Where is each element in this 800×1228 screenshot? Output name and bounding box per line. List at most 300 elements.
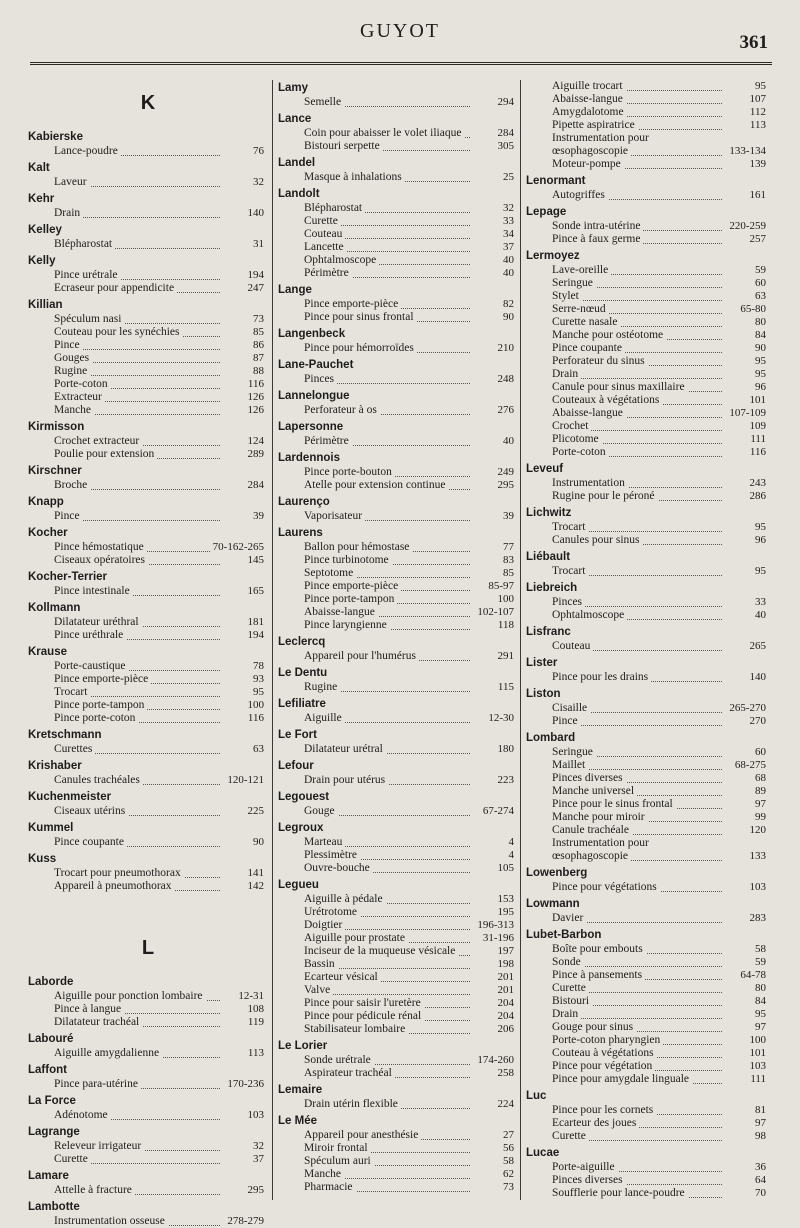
page-reference: 32	[253, 1140, 264, 1152]
page-reference: 265	[749, 640, 766, 652]
page-reference: 90	[755, 342, 766, 354]
instrument-row	[278, 997, 518, 1010]
instrument-label: Pince coupante	[54, 836, 127, 848]
instrument-label: Appareil à pneumothorax	[54, 880, 175, 892]
instrument-label: Pince porte-coton	[54, 712, 138, 724]
page-reference: 126	[247, 404, 264, 416]
instrument-label: Canule pour sinus maxillaire	[552, 381, 688, 393]
surgeon-name: Lichwitz	[526, 507, 572, 519]
instrument-label: Serre-nœud	[552, 303, 609, 315]
instrument-label: Abaisse-langue	[552, 407, 626, 419]
instrument-label: Laveur	[54, 176, 90, 188]
instrument-row	[278, 932, 518, 945]
instrument-row	[526, 521, 770, 534]
instrument-label: Broche	[54, 479, 90, 491]
surgeon-name: La Force	[28, 1095, 76, 1107]
instrument-label: Pince pour végétations	[552, 881, 660, 893]
page-reference: 85-97	[488, 580, 514, 592]
index-entry	[278, 665, 518, 694]
page-reference: 60	[755, 277, 766, 289]
instrument-row	[278, 215, 518, 228]
instrument-label: Coin pour abaisser le volet iliaque	[304, 127, 464, 139]
page-reference: 63	[253, 743, 264, 755]
instrument-row	[278, 919, 518, 932]
index-entry	[28, 494, 268, 523]
page-reference: 85	[503, 567, 514, 579]
instrument-label: Aiguille pour ponction lombaire	[54, 990, 206, 1002]
page-reference: 103	[749, 881, 766, 893]
page-reference: 67-274	[482, 805, 514, 817]
instrument-row	[278, 404, 518, 417]
index-entry	[526, 80, 770, 171]
index-column-2	[278, 80, 518, 1200]
instrument-row	[278, 650, 518, 663]
page-reference: 109	[749, 420, 766, 432]
instrument-row	[278, 580, 518, 593]
page-reference: 225	[247, 805, 264, 817]
page-reference: 39	[503, 510, 514, 522]
instrument-row	[28, 880, 268, 893]
instrument-row	[28, 541, 268, 554]
surgeon-name: Legueu	[278, 879, 319, 891]
instrument-row	[28, 479, 268, 492]
instrument-row	[526, 956, 770, 969]
instrument-row	[526, 132, 770, 158]
page-reference: 153	[497, 893, 514, 905]
index-entry	[28, 974, 268, 1029]
instrument-row	[28, 435, 268, 448]
instrument-label: Couteau pour les synéchies	[54, 326, 183, 338]
page-reference: 295	[247, 1184, 264, 1196]
page-reference: 33	[503, 215, 514, 227]
page-reference: 223	[497, 774, 514, 786]
instrument-row	[28, 176, 268, 189]
instrument-row	[278, 836, 518, 849]
instrument-row	[278, 342, 518, 355]
instrument-label: Stabilisateur lombaire	[304, 1023, 408, 1035]
surgeon-name: Lowenberg	[526, 867, 588, 879]
page-reference: 25	[503, 171, 514, 183]
instrument-label: Urétrotome	[304, 906, 360, 918]
page-reference: 97	[755, 1021, 766, 1033]
instrument-label: Amygdalotome	[552, 106, 627, 118]
instrument-row	[526, 534, 770, 547]
index-entry	[28, 727, 268, 756]
page-reference: 181	[247, 616, 264, 628]
surgeon-name: Lamare	[28, 1170, 69, 1182]
surgeon-name: Lisfranc	[526, 626, 571, 638]
instrument-label: Canules trachéales	[54, 774, 143, 786]
instrument-row	[28, 269, 268, 282]
instrument-label: Pince à pansements	[552, 969, 645, 981]
page-reference: 97	[755, 1117, 766, 1129]
instrument-row	[28, 712, 268, 725]
instrument-row	[28, 510, 268, 523]
instrument-row	[278, 1098, 518, 1111]
instrument-label: Spéculum auri	[304, 1155, 374, 1167]
instrument-label: Pince uréthrale	[54, 629, 126, 641]
surgeon-name: Lombard	[526, 732, 576, 744]
instrument-label: Manche	[304, 1168, 344, 1180]
instrument-row	[526, 881, 770, 894]
instrument-row	[526, 1104, 770, 1117]
instrument-label: Ciseaux utérins	[54, 805, 128, 817]
surgeon-name: Le Fort	[278, 729, 317, 741]
instrument-label: Pharmacie	[304, 1181, 356, 1193]
index-entry	[28, 1124, 268, 1166]
surgeon-name: Kirschner	[28, 465, 82, 477]
page-reference: 102-107	[477, 606, 514, 618]
instrument-row	[526, 394, 770, 407]
instrument-label: Canule trachéale	[552, 824, 632, 836]
instrument-label: Septotome	[304, 567, 356, 579]
page-reference: 95	[755, 355, 766, 367]
surgeon-name: Kelly	[28, 255, 56, 267]
instrument-row	[526, 433, 770, 446]
instrument-label: Curette	[552, 1130, 589, 1142]
surgeon-name: Liébault	[526, 551, 571, 563]
instrument-label: Ecraseur pour appendicite	[54, 282, 177, 294]
instrument-label: Extracteur	[54, 391, 105, 403]
surgeon-name: Laborde	[28, 976, 74, 988]
index-entry	[526, 624, 770, 653]
page-reference: 32	[503, 202, 514, 214]
instrument-row	[526, 477, 770, 490]
page-reference: 180	[497, 743, 514, 755]
instrument-label: Périmètre	[304, 435, 352, 447]
instrument-row	[526, 785, 770, 798]
instrument-row	[278, 619, 518, 632]
page-reference: 96	[755, 381, 766, 393]
page-reference: 80	[755, 316, 766, 328]
page-reference: 210	[497, 342, 514, 354]
page-reference: 119	[247, 1016, 264, 1028]
instrument-label: Plicotome	[552, 433, 602, 445]
page-reference: 77	[503, 541, 514, 553]
instrument-row	[526, 407, 770, 420]
index-entry	[526, 655, 770, 684]
surgeon-name: Lardennois	[278, 452, 340, 464]
instrument-label: Couteau	[552, 640, 593, 652]
index-entry	[28, 525, 268, 567]
page-reference: 305	[497, 140, 514, 152]
page-reference: 248	[497, 373, 514, 385]
instrument-label: Instrumentation pour œsophagoscopie	[552, 837, 649, 862]
instrument-label: Pince porte-tampon	[54, 699, 147, 711]
instrument-row	[526, 1073, 770, 1086]
instrument-row	[278, 479, 518, 492]
index-entry	[278, 282, 518, 324]
instrument-row	[28, 699, 268, 712]
instrument-row	[278, 945, 518, 958]
page-reference: 103	[247, 1109, 264, 1121]
instrument-row	[278, 267, 518, 280]
instrument-label: Porte-coton pharyngien	[552, 1034, 663, 1046]
instrument-label: Couteaux à végétations	[552, 394, 662, 406]
index-entry	[526, 549, 770, 578]
page-reference: 58	[503, 1155, 514, 1167]
page-reference: 116	[247, 712, 264, 724]
page-reference: 194	[247, 269, 264, 281]
page-reference: 258	[497, 1067, 514, 1079]
instrument-row	[526, 772, 770, 785]
surgeon-name: Lucae	[526, 1147, 560, 1159]
instrument-label: Atelle pour extension continue	[304, 479, 448, 491]
index-entry	[278, 820, 518, 875]
page-reference: 113	[247, 1047, 264, 1059]
instrument-label: Pince pour les drains	[552, 671, 651, 683]
instrument-label: Ouvre-bouche	[304, 862, 373, 874]
surgeon-name: Le Lorier	[278, 1040, 328, 1052]
index-entry	[28, 600, 268, 642]
instrument-row	[28, 867, 268, 880]
header-rule	[30, 62, 772, 65]
surgeon-name: Landolt	[278, 188, 320, 200]
instrument-label: Attelle à fracture	[54, 1184, 135, 1196]
page-reference: 283	[749, 912, 766, 924]
page-reference: 98	[755, 1130, 766, 1142]
surgeon-name: Kabierske	[28, 131, 83, 143]
instrument-row	[28, 743, 268, 756]
instrument-label: Appareil pour anesthésie	[304, 1129, 421, 1141]
page-reference: 33	[755, 596, 766, 608]
instrument-row	[28, 805, 268, 818]
instrument-row	[278, 1010, 518, 1023]
index-entry	[278, 696, 518, 725]
instrument-row	[278, 541, 518, 554]
instrument-label: Drain utérin flexible	[304, 1098, 401, 1110]
page-reference: 170-236	[227, 1078, 264, 1090]
index-entry	[278, 494, 518, 523]
instrument-row	[278, 1168, 518, 1181]
index-entry	[526, 248, 770, 459]
instrument-row	[278, 171, 518, 184]
instrument-label: Porte-coton	[552, 446, 609, 458]
surgeon-name: Kuchenmeister	[28, 791, 112, 803]
instrument-label: Couteau	[304, 228, 345, 240]
instrument-label: Cisaille	[552, 702, 590, 714]
page-reference: 90	[503, 311, 514, 323]
instrument-row	[526, 640, 770, 653]
instrument-label: Manche pour miroir	[552, 811, 648, 823]
instrument-row	[278, 593, 518, 606]
instrument-label: Pince pour végétation	[552, 1060, 655, 1072]
instrument-row	[278, 849, 518, 862]
surgeon-name: Landel	[278, 157, 316, 169]
instrument-label: Aiguille pour prostate	[304, 932, 408, 944]
page-reference: 95	[253, 686, 264, 698]
instrument-row	[526, 189, 770, 202]
index-entry	[28, 1093, 268, 1122]
surgeon-name: Lefour	[278, 760, 314, 772]
index-entry	[526, 505, 770, 547]
instrument-row	[526, 303, 770, 316]
page-reference: 60	[755, 746, 766, 758]
instrument-label: Sonde intra-utérine	[552, 220, 643, 232]
instrument-label: Drain	[552, 1008, 581, 1020]
instrument-label: Drain pour utérus	[304, 774, 388, 786]
index-entry	[526, 896, 770, 925]
instrument-label: Autogriffes	[552, 189, 608, 201]
instrument-row	[278, 984, 518, 997]
instrument-row	[28, 378, 268, 391]
instrument-label: Bassin	[304, 958, 338, 970]
surgeon-name: Lenormant	[526, 175, 586, 187]
page-reference: 62	[503, 1168, 514, 1180]
instrument-label: Pince turbinotome	[304, 554, 392, 566]
instrument-row	[28, 365, 268, 378]
page-reference: 64	[755, 1174, 766, 1186]
instrument-label: Doigtier	[304, 919, 345, 931]
instrument-row	[526, 715, 770, 728]
page-reference: 165	[247, 585, 264, 597]
instrument-row	[278, 202, 518, 215]
page-reference: 174-260	[477, 1054, 514, 1066]
instrument-label: Davier	[552, 912, 586, 924]
instrument-row	[278, 298, 518, 311]
index-column-1	[28, 80, 268, 1227]
instrument-row	[526, 596, 770, 609]
index-entry	[278, 186, 518, 280]
instrument-label: Seringue	[552, 746, 596, 758]
instrument-label: Rugine	[304, 681, 340, 693]
page-reference: 37	[253, 1153, 264, 1165]
section-letter: L	[141, 937, 155, 959]
instrument-label: Lance-poudre	[54, 145, 121, 157]
instrument-label: Stylet	[552, 290, 582, 302]
instrument-row	[28, 1184, 268, 1197]
instrument-row	[28, 990, 268, 1003]
page-reference: 247	[247, 282, 264, 294]
index-entry	[278, 1038, 518, 1080]
instrument-row	[278, 893, 518, 906]
index-entry	[278, 155, 518, 184]
index-entry	[28, 129, 268, 158]
instrument-label: Abaisse-langue	[304, 606, 378, 618]
index-entry	[278, 326, 518, 355]
instrument-row	[526, 106, 770, 119]
instrument-label: Porte-caustique	[54, 660, 129, 672]
instrument-label: Rugine pour le péroné	[552, 490, 658, 502]
page-reference: 100	[247, 699, 264, 711]
surgeon-name: Lane-Pauchet	[278, 359, 354, 371]
page-reference: 90	[253, 836, 264, 848]
page-reference: 34	[503, 228, 514, 240]
instrument-label: Pince emporte-pièce	[54, 673, 151, 685]
surgeon-name: Lister	[526, 657, 558, 669]
instrument-row	[28, 282, 268, 295]
page-reference: 133	[749, 850, 766, 862]
instrument-label: Pince pour amygdale linguale	[552, 1073, 692, 1085]
page-reference: 107-109	[729, 407, 766, 419]
instrument-row	[28, 145, 268, 158]
instrument-label: Soufflerie pour lance-poudre	[552, 1187, 688, 1199]
instrument-label: Pinces diverses	[552, 1174, 626, 1186]
instrument-row	[28, 1016, 268, 1029]
instrument-label: Pince urétrale	[54, 269, 121, 281]
surgeon-name: Legouest	[278, 791, 330, 803]
instrument-row	[526, 233, 770, 246]
surgeon-name: Lemaire	[278, 1084, 323, 1096]
surgeon-name: Kirmisson	[28, 421, 85, 433]
page-reference: 27	[503, 1129, 514, 1141]
page-reference: 111	[750, 1073, 766, 1085]
page-reference: 195	[497, 906, 514, 918]
page-reference: 276	[497, 404, 514, 416]
page-reference: 70	[755, 1187, 766, 1199]
instrument-row	[526, 80, 770, 93]
instrument-row	[526, 316, 770, 329]
instrument-label: Pince emporte-pièce	[304, 298, 401, 310]
page-reference: 68-275	[734, 759, 766, 771]
instrument-row	[526, 342, 770, 355]
page-reference: 95	[755, 368, 766, 380]
instrument-row	[526, 969, 770, 982]
instrument-label: Pince	[54, 339, 83, 351]
instrument-row	[526, 912, 770, 925]
instrument-label: Inciseur de la muqueuse vésicale	[304, 945, 458, 957]
instrument-label: Aiguille à pédale	[304, 893, 386, 905]
index-entry	[526, 204, 770, 246]
index-entry	[28, 191, 268, 220]
surgeon-name: Lowmann	[526, 898, 580, 910]
page-reference: 196-313	[477, 919, 514, 931]
instrument-row	[526, 368, 770, 381]
instrument-label: Manche universel	[552, 785, 637, 797]
instrument-row	[28, 616, 268, 629]
page-reference: 76	[253, 145, 264, 157]
instrument-row	[28, 1109, 268, 1122]
instrument-row	[278, 510, 518, 523]
instrument-row	[526, 490, 770, 503]
instrument-label: Miroir frontal	[304, 1142, 371, 1154]
instrument-row	[278, 567, 518, 580]
page-reference: 105	[497, 862, 514, 874]
surgeon-name: Legroux	[278, 822, 324, 834]
index-entry	[28, 1062, 268, 1091]
instrument-row	[28, 673, 268, 686]
instrument-label: Ophtalmoscope	[552, 609, 627, 621]
instrument-label: Pince hémostatique	[54, 541, 147, 553]
page-reference: 224	[497, 1098, 514, 1110]
surgeon-name: Luc	[526, 1090, 547, 1102]
instrument-label: Ballon pour hémostase	[304, 541, 412, 553]
page-reference: 249	[497, 466, 514, 478]
page-reference: 107	[749, 93, 766, 105]
page-reference: 161	[749, 189, 766, 201]
page-reference: 37	[503, 241, 514, 253]
surgeon-name: Krishaber	[28, 760, 82, 772]
page-reference: 100	[497, 593, 514, 605]
index-entry	[526, 461, 770, 503]
instrument-row	[278, 435, 518, 448]
page-reference: 220-259	[729, 220, 766, 232]
instrument-label: Plessimètre	[304, 849, 360, 861]
page-reference: 243	[749, 477, 766, 489]
index-entry	[28, 160, 268, 189]
instrument-row	[28, 391, 268, 404]
instrument-row	[526, 811, 770, 824]
index-entry	[28, 297, 268, 417]
instrument-label: Aiguille	[304, 712, 345, 724]
instrument-row	[28, 1047, 268, 1060]
instrument-label: Porte-aiguille	[552, 1161, 618, 1173]
index-column-3	[526, 80, 770, 1200]
index-entry	[278, 877, 518, 1036]
page-reference: 111	[750, 433, 766, 445]
instrument-label: Blépharostat	[304, 202, 365, 214]
index-entry	[28, 644, 268, 725]
